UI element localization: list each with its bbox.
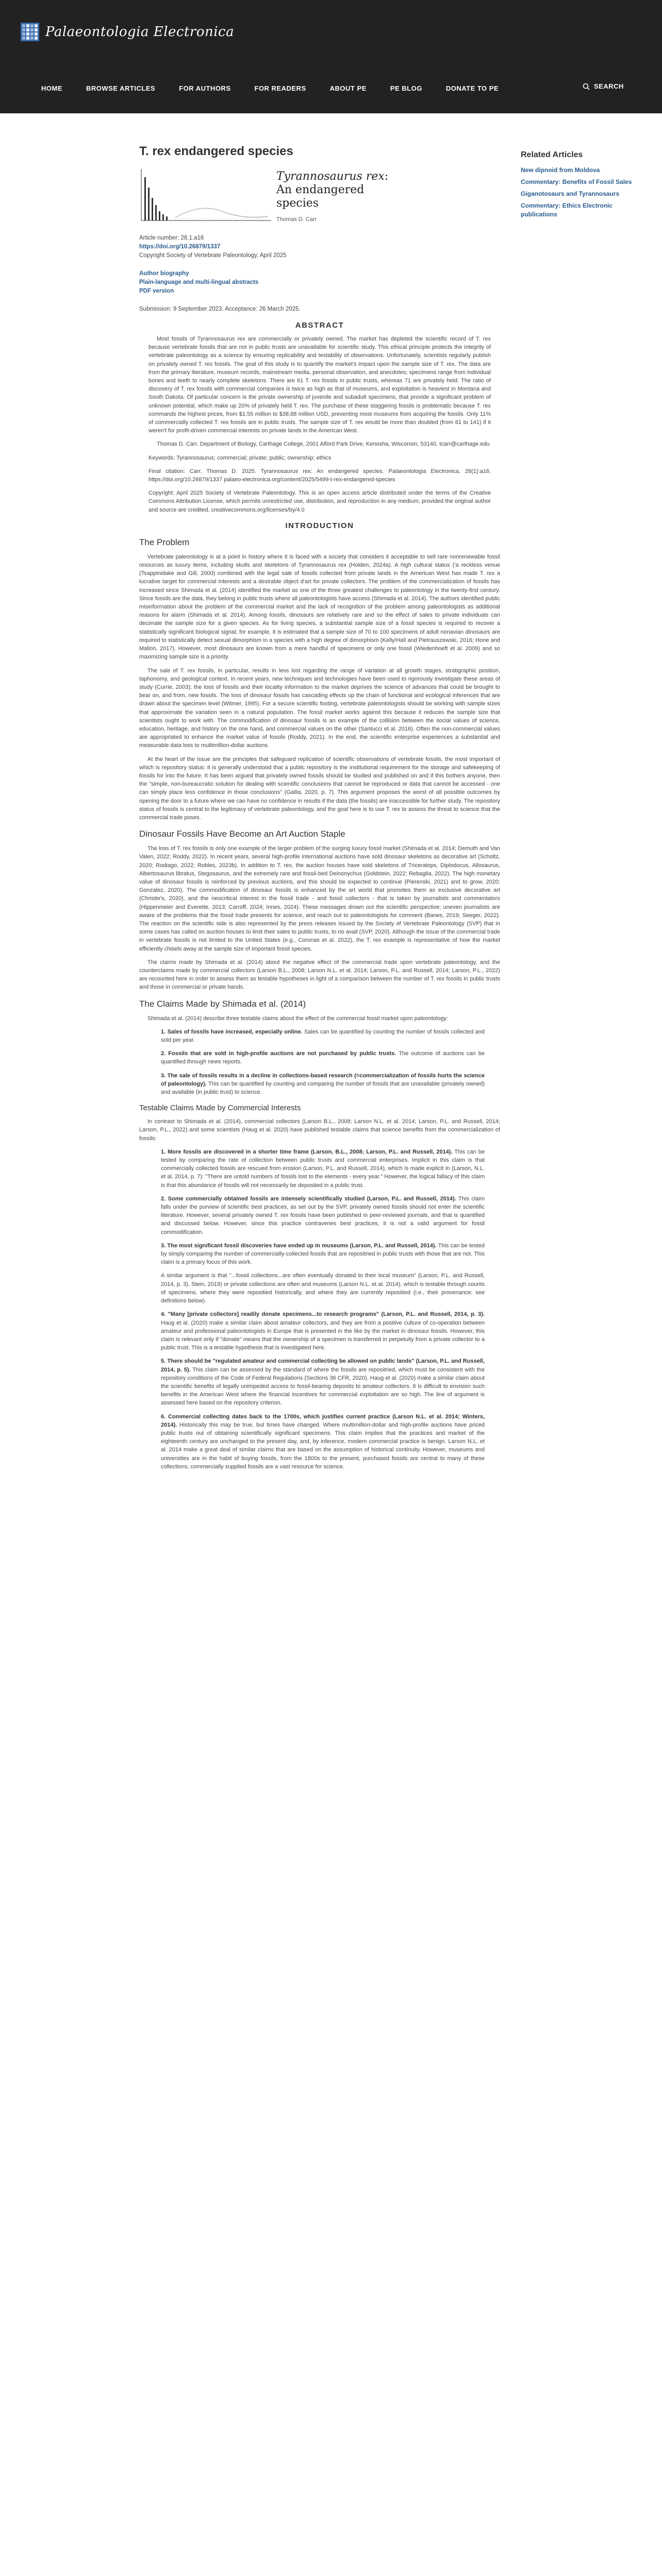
claims-intro: Shimada et al. (2014) describe three testable claims about the effect of the commercial fossil market upon paleontology: [147,1015,449,1022]
testable-claim-item: 1. More fossils are discovered in a shorter time frame (Larson, B.L., 2008; Larson, P.L. and Russell, 2014). This can be tested by comparing the rate of collection between public trusts and commercial enterprises. Implicit in this claim is that commercially collected fossils are rescued from erosion (Larson, P.L. and Russell, 2014), which is made explicit in (Larson, N.L. et al. 2014, p. 7): "There are untold numbers of fossils lost to the elements - every year." However, the logical fallacy of this claim is that this abundance of fossils will not necessarily be deposited in a public trust. [161,1148,485,1189]
related-article-link[interactable]: Commentary: Ethics Electronic publications [521,202,613,218]
auction-paragraph: The claims made by Shimada et al. (2014) about the negative effect of the commercial trade upon vertebrate paleontology, and the counterclaims made by commercial collectors (Larson B.L., 2008; Larson N.L. et al. 2014; Larson, P.L. and Russell, 2014; Larson, P.L., 2022) are recounted here in order to assess them as testable hypotheses in light of a comparison between the number of T. rex fossils in public trusts and those in commercial or private hands. [139,959,500,991]
claim-item: 2. Fossils that are sold in high-profile auctions are not purchased by public trusts. The outcome of auctions can be quantified through news reports. [161,1050,485,1065]
hero-figure-graphic [139,167,273,224]
claim-item: 1. Sales of fossils have increased, especially online. Sales can be quantified by counting the number of fossils collected and sold per year. [161,1028,485,1044]
article-hero [139,167,500,228]
related-article-link[interactable]: Giganotosaurs and Tyrannosaurs [521,190,620,197]
related-articles-sidebar [521,150,650,222]
abstract-heading: ABSTRACT [295,321,344,330]
auction-heading: Dinosaur Fossils Have Become an Art Auction Staple [139,829,345,839]
testable-claims-heading: Testable Claims Made by Commercial Interests [139,1104,301,1113]
testable-claim-item: 5. There should be "regulated amateur and commercial collecting be allowed on public lands" (Larson, P.L. and Russell, 2014, p. 5). This claim can be assessed by the standard of where the fossils are repositried, which must be consistent with the repository conditions of the Code of Federal Regulations (Sections 36 CFR, 2020). Haug et al. (2020) make a similar claim about the scientific benefits of legally unimpeded access to fossil-bearing deposits to amateur collectors. It is difficult to envision such benefits in the American West where the financial incentives for commercial exploitation are so high. The line of argument is assessed here based on the repository criterion. [161,1358,485,1406]
problem-paragraph: At the heart of the issue are the principles that safeguard replication of scientific observations of vertebrate fossils, the most important of which is repository status: it is generally understood that a public repository is the institutional requirement for the storage and safekeeping of fossils for into the future. It has been argued that privately owned fossils should be studied and published on and if this bothers anyone, then the "simple, non-bureaucratic solution for dealing with scientific conclusions that cannot be reproduced or data that cannot be accessed - one can simply place less confidence in those conclusions" (Gallia, 2020, p. 7). This argument proposes the worst of all possible outcomes by opening the door to a future where we can have no confidence in results if the data (the fossils) are inaccessible for further study. The repository status of fossils is central to the legitimacy of vertebrate paleontology, and the goal here is to use T. rex to assess the threat to science that the commercial trade poses. [139,756,500,821]
testable-claim-item: 4. "Many [private collectors] readily donate specimens...to research programs" (Larson, P.L. and Russell, 2014, p. 3). Haug et al. (2020) make a similar claim about amateur collectors, and they are from a positive culture of co-operation between amateur and professional paleontologists in Europe that is presented in the like by the market in dinosaur fossils. However, this claim is relevant only if "donate" means that the ownership of a specimen is transferred in perpetuity from a private collector to a public trust. This is a testable hypothesis that is investigated here. [161,1311,485,1351]
nav-for-readers[interactable]: FOR READERS [254,84,306,92]
main-nav [41,84,499,92]
author-affiliation: Thomas D. Carr. Department of Biology, Carthage College, 2001 Alford Park Drive, Kenosha, Wisconsin, 53140. tcarr@carthage.edu [157,441,490,448]
nav-about-pe[interactable]: ABOUT PE [329,84,367,92]
logo-mark-icon [21,23,39,41]
keywords: Keywords: Tyrannosaurus; commercial; private; public; ownership; ethics [148,454,332,461]
auction-paragraph: The loss of T. rex fossils is only one example of the larger problem of the surging luxury fossil market (Shimada et al. 2014; Demuth and Van Valen, 2022; Roddy, 2022). In recent years, several high-profile international auctions have sold dinosaur skeletons as decorative art (Scholtz, 2020; Rodiago, 2022; Robles, 2023b). In addition to T. rex, the auction houses have sold skeletons of Triceratops, Diplodocus, Allosaurus, Albertosaurus libratus, Stegosaurus, and the extremely rare and fossil-bed Deinonychus (Goldstein, 2022; Rebaglia, 2022). The high monetary value of dinosaur fossils is reinforced by previous auctions, and this should be expected to continue (Pierenski, 2021) and to grow, 2020; Gonzalez, 2020). The commodification of dinosaur fossils is enhanced by the art world that promotes them as exclusive decorative art (Christie's, 2020), and the neocritical interest in the fossil trade - and fossil collectors - that is taken by journalists and commentators (Hippenmeier and Everette, 2013; Carroff, 2024; Innes, 2024). These messages drown out the scientific perspective; uneven journalists are aware of the problems that the fossil trade presents for science, and reach out to paleontologists for comment (Banes, 2019; Seeger, 2022). The reaction on the scientific side is also represented by the press releases issued by the Society of Vertebrate Paleontology (SVP) that in some cases has called on auction houses to limit their sales to public trusts, to no avail (SVP, 2020). Although the issue of the commercial trade in vertebrate fossils is not limited to the United States (e.g., Coronas et al. 2022), the T. rex example is representative of how the market efficiently chisels away at the sample size of important fossil species. [139,845,500,952]
final-citation: Final citation: Carr, Thomas D. 2025. Tyrannosaurus rex: An endangered species. Palaeontologia Electronica, 28(1):a16. https://doi.org/10.26879/1337 palaeo-electronica.org/content/2025/5499-t-rex-endangered-species [148,468,491,483]
doi-link[interactable]: https://doi.org/10.26879/1337 [139,244,221,250]
problem-paragraph: Vertebrate paleontology is at a point in history where it is faced with a society that considers it acceptable to sell rare nonrenewable fossil resources as luxury items, including skulls and skeletons of Tyrannosaurus rex (Holden, 2024a). A high cultural status ('a reckless venue (Tsappinidake and Gill, 2000) combined with the legal sale of fossils collected from private lands in the American West has made T. rex a lucrative target for commercial interests and a desirable object d'art for private collectors. The problem of the commercialization of fossils has increased since Shimada et al. (2014) identified the market as one of the three greatest challenges to paleontology in the twenty-first century. Since fossils are the data, they belong in public trusts where all paleontologists have access (Shimada et al. 2014). The authors identified public misinformation about the problem of the commercial market and the lack of recognition of the problem among paleontologists as additional reasons for alarm (Shimada et al. 2014). Among fossils, dinosaurs are relatively rare and so the effect of sales to private individuals can decimate the sample size for a given species. As for living species, a substantial sample size of a fossil species is required to recover a statistically significant biological signal; for example, it is estimated that a sample size of 70 to 100 specimens of adult nonavian dinosaurs are required to statistically detect sexual dimorphism in a species with a high degree of dimorphism (Kelly/Hall and Pietrauszewski, 2016; Hone and Mallon, 2017). However, most dinosaurs are known from a mere handful of specimens or only one fossil (Wiedenhoeft et al. 2009) and so maximizing sample size is a priority. [139,553,500,660]
copyright-short: Copyright Society of Vertebrate Paleontology, April 2025 [139,252,287,259]
article-main [139,144,500,1476]
hero-title-species: Tyrannosaurus rex [276,170,385,183]
search-control[interactable] [583,82,624,90]
pdf-link[interactable]: PDF version [139,288,174,294]
claim-item: 3. The sale of fossils results in a decline in collections-based research (=commercialization of fossils hurts the science of paleontology). This can be quantified by counting and comparing the number of fossils that are unavailable (privately owned) and available (in public trust) to science. [161,1072,485,1096]
related-articles-heading: Related Articles [521,150,583,159]
abstract-text: Most fossils of Tyrannosaurus rex are commercially or privately owned. The market has depleted the scientific record of T. rex because vertebrate fossils that are not in public trusts are unavailable for scientific study. This ethical principle protects the integrity of vertebrate paleontology as a science by ensuring replicability and testability of observations. Unfortunately, scientists regularly publish on privately owned T. rex fossils. The goal of this study is to quantify the market's impact upon the sample size of T. rex. The data are from the primary literature, museum records, mainstream media, personal observation, and anecdotes; specimens range from individual bones and teeth to nearly complete skeletons. There are 61 T. rex fossils in public trusts, whereas 71 are privately held. The ratio of discovery of T. rex fossils with commercial companies is twice as high as that of museums, and exploitation is heaviest in Montana and South Dakota. Of particular concern is the private ownership of juvenile and subadult specimens, that provide a significant problem of unknown potential, which make up 20% of privately held T. rex. The purchase of these staggering fossils is problematic because T. rex commands the highest prices, from $1.55 million to $38.88 million USD, preventing most museums from acquiring the fossils. Only 11% of commercially collected T. rex fossils are in public trusts. The sample size of T. rex would be more than doubled (from 61 to 141) if it weren't for profit-driven commercial interests on private lands in the American West. [148,336,491,434]
nav-pe-blog[interactable]: PE BLOG [390,84,422,92]
site-header [0,0,662,113]
search-icon [583,83,590,90]
submission-dates: Submission: 9 September 2023. Acceptance: 26 March 2025. [139,306,301,312]
testable-claim-item: 2. Some commercially obtained fossils are intensely scientifically studied (Larson, P.L. and Russell, 2014). This claim falls under the purview of scientific best practices, as set out by the SVP, privately owned fossils should not enter the scientific literature. However, several privately owned T. rex fossils have been published in peer-reviewed journals, and that is quantified and discussed below. However, since this practice contravenes best practices, it is not a valid argument for fossil commodification. [161,1195,485,1235]
nav-donate[interactable]: DONATE TO PE [445,84,499,92]
license-text: Copyright: April 2025 Society of Vertebrate Paleontology. This is an open access article distributed under the terms of the Creative Commons Attribution License, which permits unrestricted use, distribution, and reproduction in any medium, provided the original author and source are credited. creativecommons.org/licenses/by/4.0 [148,490,491,513]
nav-for-authors[interactable]: FOR AUTHORS [179,84,231,92]
article-number: Article number: 28.1.a16 [139,235,204,241]
problem-heading: The Problem [139,537,190,547]
problem-paragraph: The sale of T. rex fossils, in particular, results in less lost regarding the range of variation at all growth stages, stratigraphic position, taphonomy, and geological context. In recent years, new techniques and technologies have been used to rigorously investigate these areas of study (Currie, 2003); the loss of fossils and their locality information to the market deprives the science of advances that could be brought to bear on, and from, new fossils. The loss of dinosaur fossils has cascading effects up the chain of functional and ecological inferences that are drawn about the specimen level (Witmer, 1995). For a secure scientific footing, vertebrate paleontologists should be working with sample sizes that approximate the variation seen in a natural population. The fossil market works against this because it reduces the sample size that scientists ought to work with. The commodification of dinosaur fossils is an example of the collision between the social values of science, education, heritage, and history on the one hand, and commercial values on the other (Santucci et al. 2016). Often the non-commercial values are appropriated to enhance the market value of fossils (Roddy, 2021). In the end, the scientific enterprise experiences a substantial and measurable data loss to multimillion-dollar auctions. [139,667,500,749]
nav-browse-articles[interactable]: BROWSE ARTICLES [86,84,156,92]
related-article-link[interactable]: New dipnoid from Moldova [521,166,600,174]
author-biography-link[interactable]: Author biography [139,270,189,277]
testable-claims-intro: In contrast to Shimada et al. (2014), commercial collectors (Larson B.L., 2008; Larson N.L. et al. 2014; Larson, P.L. and Russell, 2014; Larson, P.L., 2022) and some scientists (Haug et al. 2020) have published testable claims that science benefits from the commercialization of fossils: [139,1118,500,1142]
abstracts-link[interactable]: Plain-language and multi-lingual abstracts [139,279,259,285]
site-logo[interactable] [21,23,234,41]
hero-title-rest: : An endangered species [276,170,389,210]
claims-heading: The Claims Made by Shimada et al. (2014) [139,998,306,1009]
hero-author: Thomas D. Carr [276,216,317,223]
testable-claim-item: 3. The most significant fossil discoveries have ended up in museums (Larson, P.L. and Russell, 2014). This can be tested by simply comparing the number of commercially-collected fossils that are repositried in public trusts with those that are not. This claim is a primary focus of this work. [161,1242,485,1266]
hero-title [276,170,400,210]
related-article-link[interactable]: Commentary: Benefits of Fossil Sales [521,178,632,185]
introduction-heading: INTRODUCTION [285,521,354,530]
article-title: T. rex endangered species [139,144,293,158]
testable-claim-item: 6. Commercial collecting dates back to the 1700s, which justifies current practice (Larson N.L. et al. 2014; Winters, 2014). Historically this may be true, but times have changed. Where multimillion-dollar and high-profile auctions have priced public trusts out of obtaining scientifically significant specimens. This claim implies that the practices and market of the eighteenth century are unchanged to the present day, and, by inference, modern commercial practice is benign. Larson N.L. et al. 2014 make a great deal of similar claims that are based on the assumption of historical continuity. However, museums and universities are in the habit of buying fossils, from the 1800s to the present, purchased fossils are central to many of these collections; commercially supplied fossils are a vast resource for science. [161,1413,485,1470]
nav-home[interactable]: HOME [41,84,62,92]
search-label: SEARCH [594,82,624,90]
testable-claim-item: A similar argument is that "...fossil collections...are often eventually donated to their local museum" (Larson, P.L. and Russell, 2014, p. 3). Stein, 2019) or private collections are often and museums (Larson N.L. et al. 2014), which is testable through counts of specimens, where they were repositied historically, and where they are currently repositied (i.e., their provenance; see definitions below). [161,1273,485,1304]
logo-text: Palaeontologia Electronica [45,24,235,40]
